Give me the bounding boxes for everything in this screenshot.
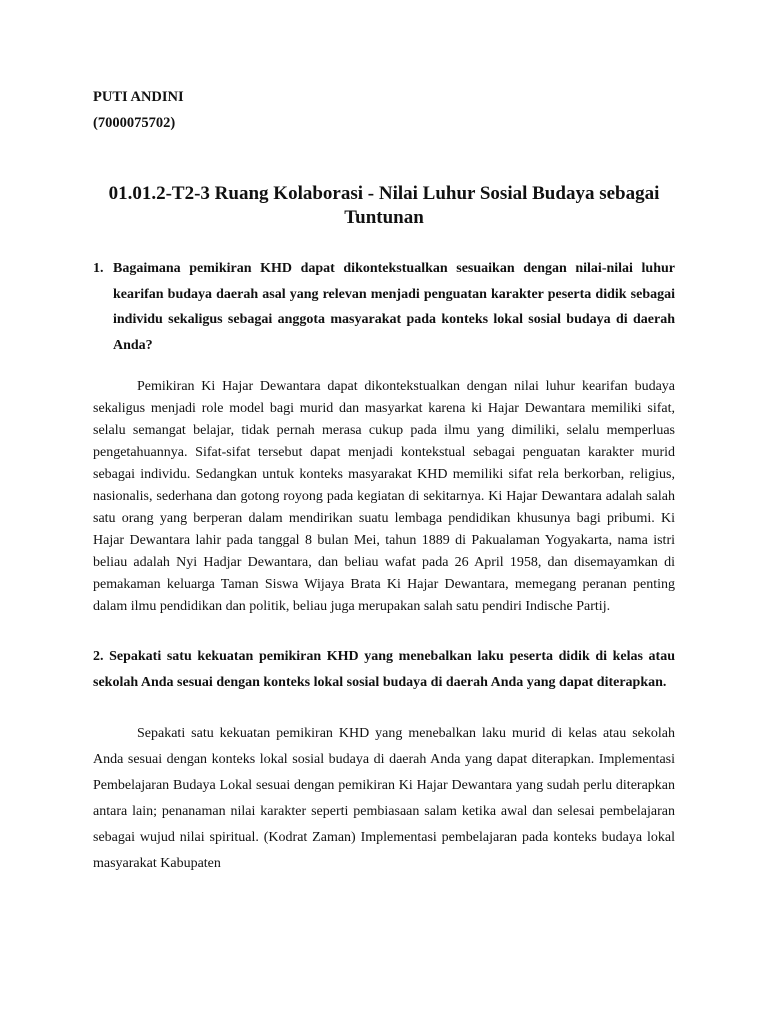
question-2: 2. Sepakati satu kekuatan pemikiran KHD yang menebalkan laku peserta didik di kelas atau sekolah Anda sesuai dengan konteks lokal sosial budaya di daerah Anda yang dapat diterapkan. <box>93 649 675 690</box>
author-id: (7000075702) <box>93 115 176 131</box>
answer-2-paragraph: Sepakati satu kekuatan pemikiran KHD yang menebalkan laku murid di kelas atau sekolah Anda sesuai dengan konteks lokal sosial budaya di daerah Anda yang dapat diterapkan. Implementasi Pembelajaran Budaya Lokal sesuai dengan pemikiran Ki Hajar Dewantara yang sudah perlu diterapkan antara lain; penanaman nilai karakter seperti pembiasaan salam ketika awal dan selesai pembelajaran sebagai wujud nilai spiritual. (Kodrat Zaman) Implementasi pembelajaran pada konteks budaya lokal masyarakat Kabupaten <box>93 726 675 871</box>
question-1-text: Bagaimana pemikiran KHD dapat dikontekstualkan sesuaikan dengan nilai-nilai luhur kearifan budaya daerah asal yang relevan menjadi penguatan karakter peserta didik sebagai individu sekaligus sebagai anggota masyarakat pada konteks lokal sosial budaya di daerah Anda? <box>113 261 675 353</box>
answer-1-paragraph: Pemikiran Ki Hajar Dewantara dapat dikontekstualkan dengan nilai luhur kearifan budaya sekaligus menjadi role model bagi murid dan masyarkat karena ki Hajar Dewantara memiliki sifat, selalu semangat belajar, tidak pernah merasa cukup pada ilmu yang dimiliki, selalu memperluas pengetahuannya. Sifat-sifat tersebut dapat menjadi kontekstual sebagai penguatan karakter murid sebagai individu. Sedangkan untuk konteks masyarakat KHD memiliki sifat rela berkorban, religius, nasionalis, sederhana dan gotong royong pada kegiatan di sekitarnya. Ki Hajar Dewantara adalah salah satu orang yang berperan dalam mendirikan suatu lembaga pendidikan khusunya bagi pribumi. Ki Hajar Dewantara lahir pada tanggal 8 bulan Mei, tahun 1889 di Pakualaman Yogyakarta, nama istri beliau adalah Nyi Hadjar Dewantara, dan beliau wafat pada 26 April 1958, dan disemayamkan di pemakaman keluarga Taman Siswa Wijaya Brata Ki Hajar Dewantara, memegang peranan penting dalam ilmu pendidikan dan politik, beliau juga merupakan salah satu pendiri Indische Partij. <box>93 379 675 614</box>
question-1-number: 1. <box>93 261 104 276</box>
document-title: 01.01.2-T2-3 Ruang Kolaborasi - Nilai Luhur Sosial Budaya sebagai Tuntunan <box>108 183 660 228</box>
author-name: PUTI ANDINI <box>93 89 184 105</box>
document-page <box>93 86 675 877</box>
question-1 <box>93 256 675 358</box>
